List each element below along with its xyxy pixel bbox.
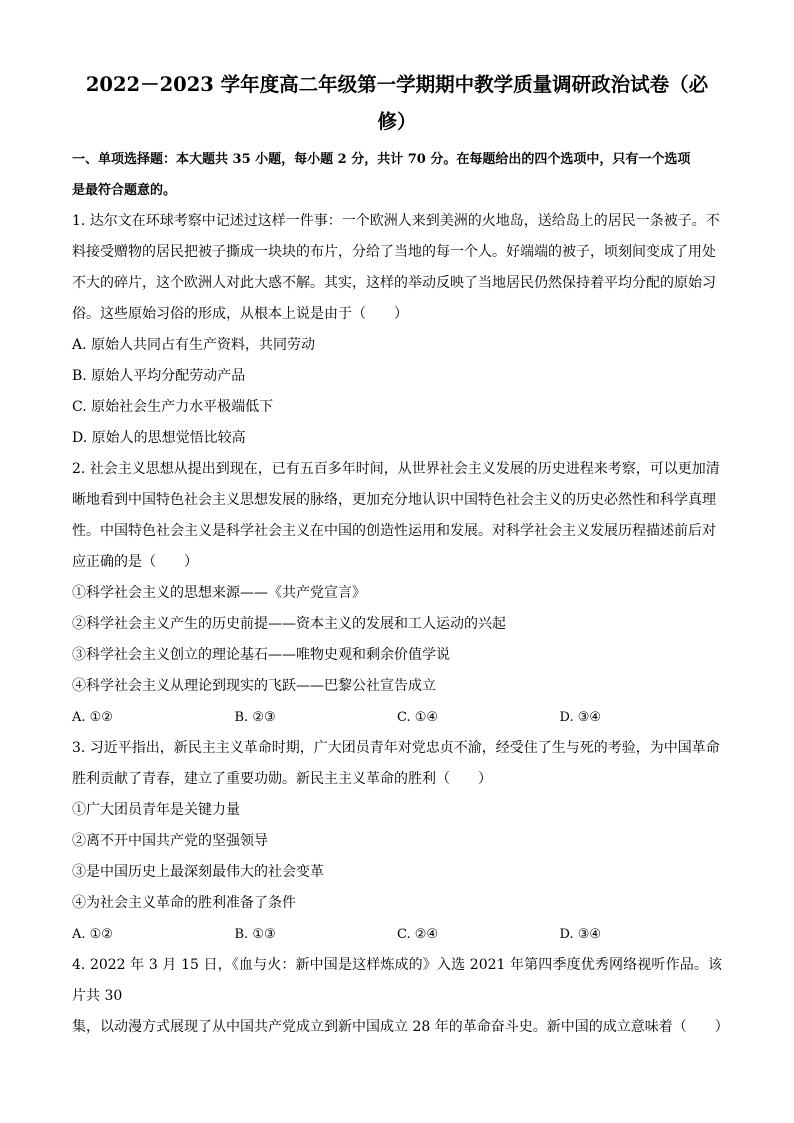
question-4-line: 4. 2022 年 3 月 15 日，《血与火：新中国是这样炼成的》入选 2021 年第四季度优秀网络视听作品。该片共 30 [72, 957, 722, 1004]
question-4-line: 集，以动漫方式展现了从中国共产党成立到新中国成立 28 年的革命奋斗史。新中国的成立意味着（ ） [72, 1019, 729, 1035]
question-2-line: 性。中国特色社会主义是科学社会主义在中国的创造性运用和发展。对科学社会主义发展历程描述前后对 [72, 523, 716, 539]
section-header-line2: 是最符合题意的。 [72, 183, 177, 198]
question-2-line: 应正确的是（ ） [72, 554, 198, 570]
question-2-line: 晰地看到中国特色社会主义思想发展的脉络，更加充分地认识中国特色社会主义的历史必然性和科学真理 [72, 492, 716, 508]
question-2-options [72, 702, 722, 733]
question-3-statement-2: ②离不开中国共产党的坚强领导 [72, 833, 268, 849]
question-1-line: 料接受赠物的居民把被子撕成一块块的布片，分给了当地的每一个人。好端端的被子，顷刻间变成了用处 [72, 244, 716, 260]
question-3-line: 3. 习近平指出，新民主主义革命时期，广大团员青年对党忠贞不渝，经受住了生与死的考验，为中国革命 [72, 740, 720, 756]
question-1 [72, 206, 722, 454]
exam-title-line1: 2022－2023 学年度高二年级第一学期期中教学质量调研政治试卷（必 [85, 73, 709, 96]
question-1-option-d: D. 原始人的思想觉悟比较高 [72, 430, 246, 446]
question-3-option-b: B. ①③ [234, 927, 276, 942]
question-2-statement-3: ③科学社会主义创立的理论基石——唯物史观和剩余价值学说 [72, 647, 450, 663]
question-1-line: 1. 达尔文在环球考察中记述过这样一件事：一个欧洲人来到美洲的火地岛，送给岛上的居民一条被子。不 [72, 213, 720, 229]
question-3 [72, 733, 722, 950]
question-3-options [72, 919, 722, 950]
question-2-option-a: A. ①② [72, 710, 113, 725]
question-3-option-a: A. ①② [72, 927, 113, 942]
question-1-option-c: C. 原始社会生产力水平极端低下 [72, 399, 274, 415]
exam-title [72, 66, 722, 140]
question-2-option-d: D. ③④ [559, 710, 602, 725]
question-3-option-c: C. ②④ [397, 927, 439, 942]
question-3-statement-1: ①广大团员青年是关键力量 [72, 802, 240, 818]
question-3-statement-3: ③是中国历史上最深刻最伟大的社会变革 [72, 864, 324, 880]
question-2-statement-4: ④科学社会主义从理论到现实的飞跃——巴黎公社宣告成立 [72, 678, 436, 694]
question-3-statement-4: ④为社会主义革命的胜利准备了条件 [72, 895, 296, 911]
question-2-statement-1: ①科学社会主义的思想来源——《共产党宣言》 [72, 585, 366, 601]
exam-page [72, 66, 729, 1043]
question-4 [72, 950, 729, 1043]
question-3-line: 胜利贡献了青春，建立了重要功勋。新民主主义革命的胜利（ ） [72, 771, 492, 787]
question-1-line: 不大的碎片，这个欧洲人对此大惑不解。其实，这样的举动反映了当地居民仍然保持着平均分配的原始习 [72, 275, 716, 291]
question-2-line: 2. 社会主义思想从提出到现在，已有五百多年时间，从世界社会主义发展的历史进程来考察，可以更加清 [72, 461, 720, 477]
question-2 [72, 454, 722, 733]
section-header [72, 144, 722, 206]
question-1-line: 俗。这些原始习俗的形成，从根本上说是由于（ ） [72, 306, 408, 322]
section-header-line1: 一、单项选择题：本大题共 35 小题，每小题 2 分，共计 70 分。在每题给出的四个选项中，只有一个选项 [72, 152, 691, 167]
question-2-statement-2: ②科学社会主义产生的历史前提——资本主义的发展和工人运动的兴起 [72, 616, 506, 632]
question-1-option-b: B. 原始人平均分配劳动产品 [72, 368, 246, 384]
exam-title-line2: 修） [377, 110, 417, 133]
question-1-option-a: A. 原始人共同占有生产资料，共同劳动 [72, 337, 316, 353]
question-2-option-b: B. ②③ [234, 710, 276, 725]
question-3-option-d: D. ③④ [559, 927, 602, 942]
question-2-option-c: C. ①④ [397, 710, 439, 725]
